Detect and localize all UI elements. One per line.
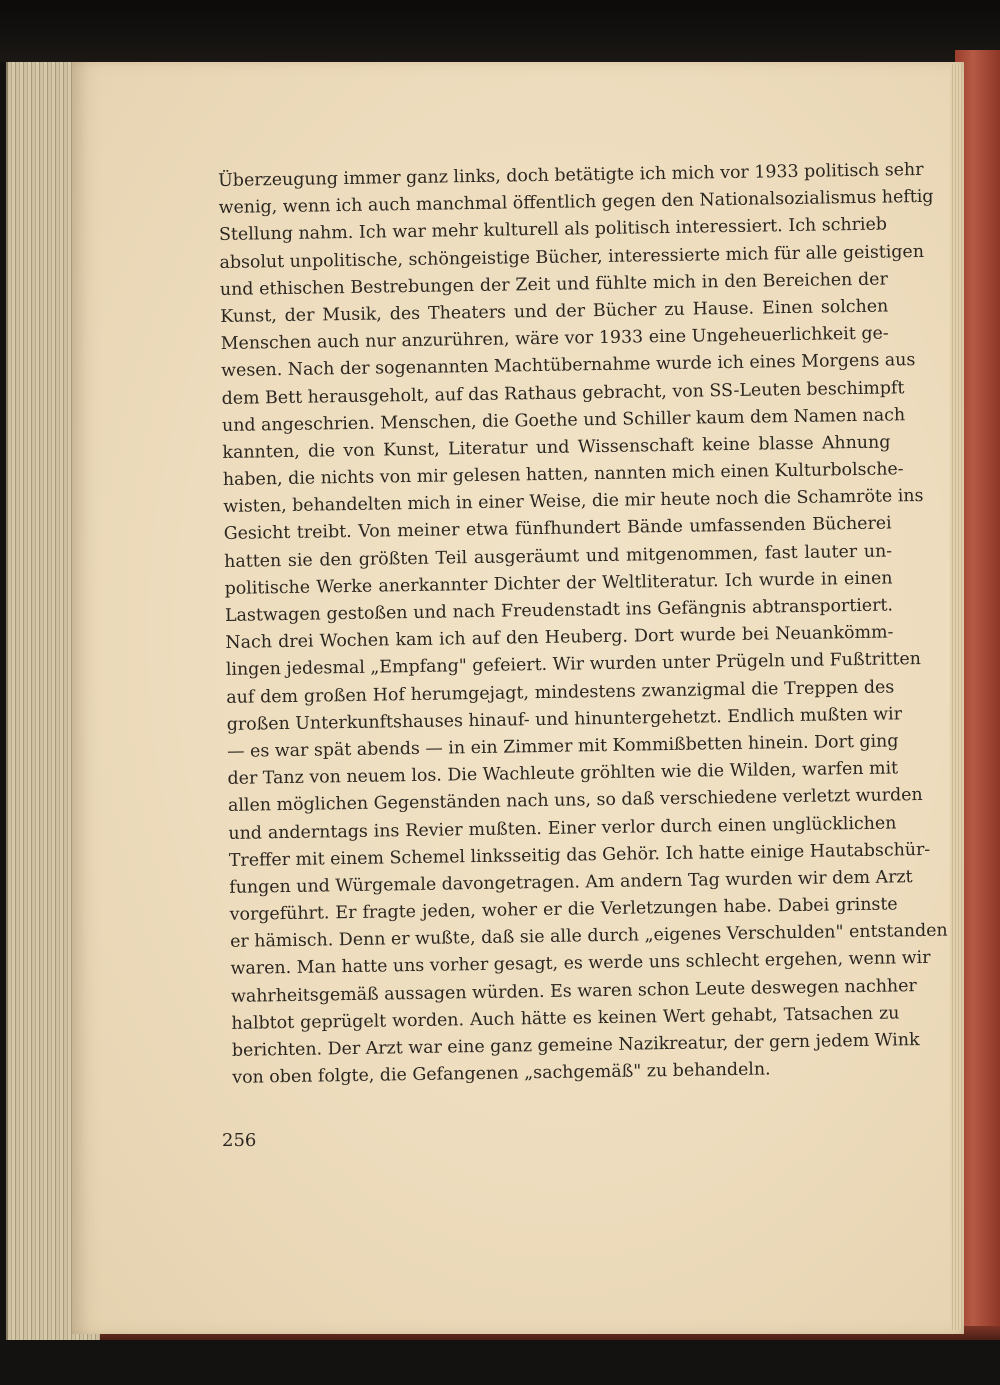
text-line: und ethischen Bestrebungen der Zeit und fühlte mich in den Bereichen der bbox=[219, 269, 888, 300]
text-line: berichten. Der Arzt war eine ganz gemeine Nazikreatur, der gern jedem Wink bbox=[231, 1030, 920, 1061]
text-line: Stellung nahm. Ich war mehr kulturell als politisch interessiert. Ich schrieb bbox=[218, 214, 888, 246]
text-line: waren. Man hatte uns vorher gesagt, es werde uns schlecht ergehen, wenn wir bbox=[230, 948, 931, 980]
text-line: er hämisch. Denn er wußte, daß sie alle durch „eigenes Verschulden" entstanden bbox=[230, 920, 948, 953]
text-line: wahrheitsgemäß aussagen würden. Es waren schon Leute deswegen nachher bbox=[230, 975, 917, 1007]
text-line: Nach drei Wochen kam ich auf den Heuberg. Dort wurde bei Neuankömm- bbox=[225, 622, 894, 654]
page-number: 256 bbox=[222, 1130, 257, 1151]
text-line: Überzeugung immer ganz links, doch betätigte ich mich vor 1933 politisch sehr bbox=[218, 159, 924, 191]
text-line: allen möglichen Gegenständen nach uns, so daß verschiedene verletzt wurden bbox=[227, 785, 923, 817]
text-line: fungen und Würgemale davongetragen. Am andern Tag wurden wir dem Arzt bbox=[229, 867, 913, 898]
text-line: halbtot geprügelt worden. Auch hätte es keinen Wert gehabt, Tatsachen zu bbox=[231, 1003, 900, 1034]
text-line: Gesicht treibt. Von meiner etwa fünfhundert Bände umfassenden Bücherei bbox=[223, 513, 892, 545]
text-line: politische Werke anerkannter Dichter der Weltliteratur. Ich wurde in einen bbox=[224, 568, 893, 599]
text-line: hatten sie den größten Teil ausgeräumt und mitgenommen, fast lauter un- bbox=[224, 541, 893, 572]
text-line: kannten, die von Kunst, Literatur und Wissenschaft keine blasse Ahnung bbox=[222, 432, 891, 463]
text-line: wenig, wenn ich auch manchmal öffentlich gegen den Nationalsozialismus heftig bbox=[218, 186, 934, 219]
text-line: Treffer mit einem Schemel linksseitig das Gehör. Ich hatte einige Hautabschür- bbox=[228, 839, 931, 871]
page-edge-right bbox=[950, 64, 962, 1330]
text-line: lingen jedesmal „Empfang" gefeiert. Wir wurden unter Prügeln und Fußtritten bbox=[225, 649, 922, 681]
text-line-last: von oben folgte, die Gefangenen „sachgemäß" zu behandeln. bbox=[232, 1059, 771, 1089]
text-line: wesen. Nach der sogenannten Machtübernahme wurde ich eines Morgens aus bbox=[221, 350, 916, 382]
text-line: vorgeführt. Er fragte jeden, woher er die Verletzungen habe. Dabei grinste bbox=[229, 894, 898, 925]
text-line: absolut unpolitische, schöngeistige Bücher, interessierte mich für alle geistigen bbox=[219, 241, 925, 273]
text-line: haben, die nichts von mir gelesen hatten, nannten mich einen Kulturbolsche- bbox=[222, 459, 904, 491]
text-line: wisten, behandelten mich in einer Weise, die mir heute noch die Schamröte ins bbox=[223, 486, 924, 518]
text-line: Lastwagen gestoßen und nach Freudenstadt ins Gefängnis abtransportiert. bbox=[224, 595, 894, 626]
text-line: großen Unterkunftshauses hinauf- und hinuntergehetzt. Endlich mußten wir bbox=[226, 704, 903, 735]
text-line: Kunst, der Musik, des Theaters und der Bücher zu Hause. Einen solchen bbox=[220, 296, 889, 327]
text-line: und angeschrien. Menschen, die Goethe und Schiller kaum dem Namen nach bbox=[221, 404, 906, 436]
text-line: der Tanz von neuem los. Die Wachleute gröhlten wie die Wilden, warfen mit bbox=[227, 758, 899, 790]
text-line: Menschen auch nur anzurühren, wäre vor 1933 eine Ungeheuerlichkeit ge- bbox=[220, 323, 889, 355]
text-line: auf dem großen Hof herumgejagt, mindestens zwanzigmal die Treppen des bbox=[226, 677, 895, 708]
text-line: dem Bett herausgeholt, auf das Rathaus gebracht, von SS-Leuten beschimpft bbox=[221, 377, 905, 409]
text-line: und anderntags ins Revier mußten. Einer verlor durch einen unglücklichen bbox=[228, 812, 897, 844]
text-line: — es war spät abends — in ein Zimmer mit Kommißbetten hinein. Dort ging bbox=[227, 731, 899, 762]
body-text bbox=[218, 158, 948, 1093]
scanner-background bbox=[0, 0, 1000, 62]
